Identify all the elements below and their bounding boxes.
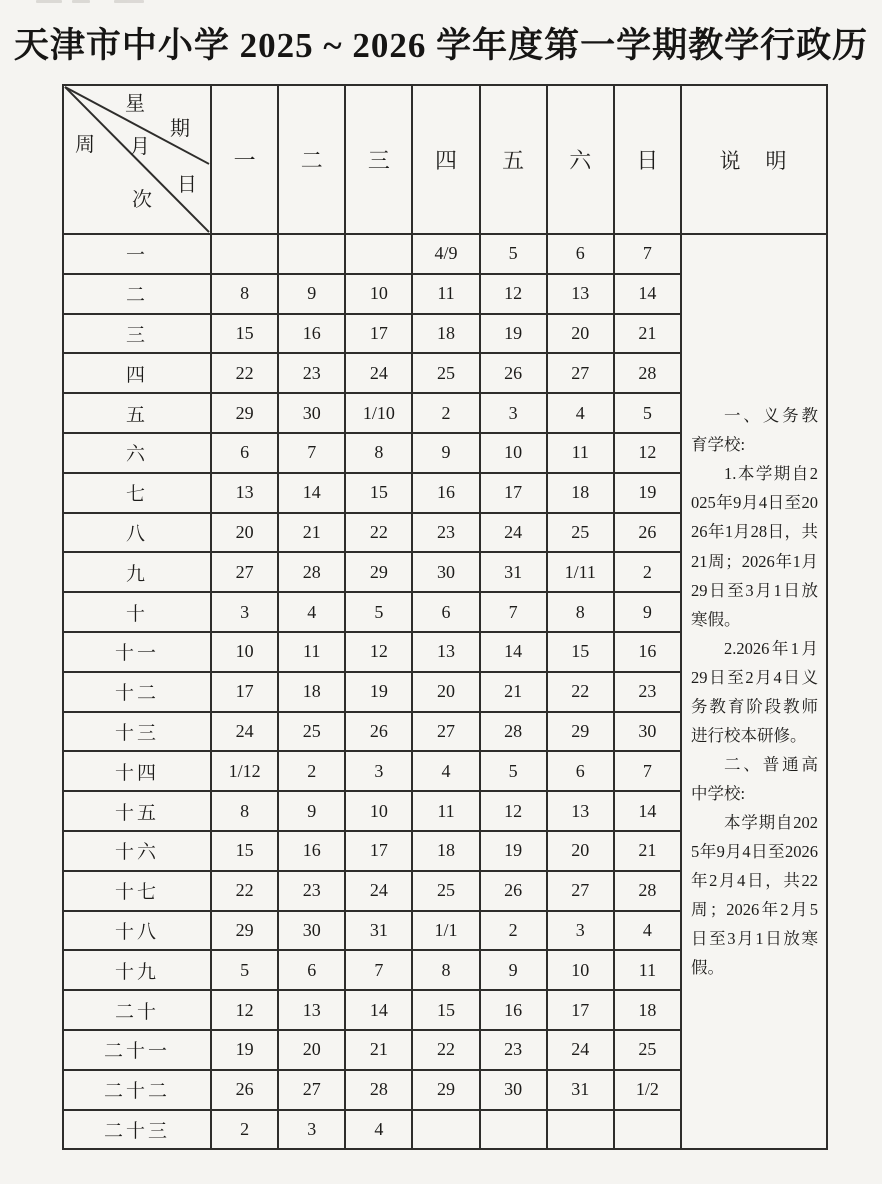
weekday-header: 五 — [480, 85, 547, 234]
calendar-row — [63, 234, 827, 274]
date-cell: 1/11 — [547, 552, 614, 592]
date-cell — [614, 1110, 681, 1150]
date-cell: 14 — [614, 274, 681, 314]
date-cell: 25 — [547, 513, 614, 553]
corner-cell — [63, 85, 211, 234]
date-cell: 2 — [480, 911, 547, 951]
date-cell: 27 — [211, 552, 278, 592]
date-cell: 8 — [345, 433, 412, 473]
date-cell: 27 — [412, 712, 479, 752]
week-number-cell: 十五 — [63, 791, 211, 831]
date-cell: 4 — [278, 592, 345, 632]
weekday-header: 二 — [278, 85, 345, 234]
date-cell: 21 — [480, 672, 547, 712]
corner-label-monthday: 日 — [177, 174, 197, 196]
corner-label-week-no: 次 — [132, 189, 152, 211]
date-cell: 9 — [278, 274, 345, 314]
date-cell: 17 — [480, 473, 547, 513]
week-number-cell: 十九 — [63, 950, 211, 990]
date-cell: 26 — [345, 712, 412, 752]
week-number-cell: 三 — [63, 314, 211, 354]
corner-label-weekday: 期 — [170, 118, 190, 140]
notes-header: 说 明 — [681, 85, 827, 234]
week-number-cell: 二十三 — [63, 1110, 211, 1150]
date-cell: 15 — [345, 473, 412, 513]
date-cell: 22 — [547, 672, 614, 712]
date-cell: 17 — [211, 672, 278, 712]
date-cell: 12 — [480, 274, 547, 314]
date-cell: 12 — [345, 632, 412, 672]
smudge-mark — [114, 0, 144, 3]
date-cell: 20 — [547, 831, 614, 871]
date-cell: 10 — [547, 950, 614, 990]
date-cell — [211, 234, 278, 274]
corner-label-week-no: 周 — [75, 134, 95, 156]
weekday-header: 三 — [345, 85, 412, 234]
date-cell: 7 — [614, 751, 681, 791]
date-cell: 7 — [614, 234, 681, 274]
date-cell: 9 — [480, 950, 547, 990]
week-number-cell: 二十一 — [63, 1030, 211, 1070]
weekday-header: 六 — [547, 85, 614, 234]
date-cell: 30 — [412, 552, 479, 592]
date-cell: 12 — [480, 791, 547, 831]
week-number-cell: 十四 — [63, 751, 211, 791]
week-number-cell: 十 — [63, 592, 211, 632]
date-cell: 3 — [547, 911, 614, 951]
date-cell: 8 — [211, 791, 278, 831]
date-cell: 11 — [614, 950, 681, 990]
notes-paragraph: 二、普通高中学校: — [691, 754, 818, 803]
date-cell: 13 — [278, 990, 345, 1030]
date-cell: 29 — [211, 393, 278, 433]
date-cell: 2 — [614, 552, 681, 592]
week-number-cell: 十七 — [63, 871, 211, 911]
week-number-cell: 十八 — [63, 911, 211, 951]
date-cell: 23 — [278, 871, 345, 911]
date-cell: 16 — [614, 632, 681, 672]
page-title: 天津市中小学 2025 ~ 2026 学年度第一学期教学行政历 — [13, 26, 869, 65]
date-cell: 30 — [278, 911, 345, 951]
weekday-header: 日 — [614, 85, 681, 234]
date-cell: 3 — [211, 592, 278, 632]
date-cell — [480, 1110, 547, 1150]
week-number-cell: 四 — [63, 353, 211, 393]
date-cell: 9 — [412, 433, 479, 473]
notes-paragraph: 2.2026年1月29日至2月4日义务教育阶段教师进行校本研修。 — [691, 638, 818, 745]
week-number-cell: 六 — [63, 433, 211, 473]
date-cell: 11 — [278, 632, 345, 672]
date-cell: 23 — [412, 513, 479, 553]
date-cell: 20 — [211, 513, 278, 553]
weekday-header: 一 — [211, 85, 278, 234]
date-cell: 30 — [480, 1070, 547, 1110]
date-cell: 18 — [547, 473, 614, 513]
week-number-cell: 二 — [63, 274, 211, 314]
date-cell: 5 — [614, 393, 681, 433]
date-cell: 30 — [278, 393, 345, 433]
week-number-cell: 八 — [63, 513, 211, 553]
date-cell: 10 — [345, 274, 412, 314]
date-cell: 19 — [480, 831, 547, 871]
date-cell: 23 — [278, 353, 345, 393]
date-cell: 21 — [614, 314, 681, 354]
date-cell: 19 — [480, 314, 547, 354]
date-cell: 6 — [412, 592, 479, 632]
date-cell: 2 — [278, 751, 345, 791]
date-cell: 25 — [614, 1030, 681, 1070]
date-cell: 31 — [547, 1070, 614, 1110]
date-cell: 1/10 — [345, 393, 412, 433]
date-cell: 6 — [547, 234, 614, 274]
date-cell: 10 — [211, 632, 278, 672]
date-cell: 5 — [480, 234, 547, 274]
date-cell: 13 — [547, 791, 614, 831]
date-cell: 26 — [480, 353, 547, 393]
date-cell: 31 — [480, 552, 547, 592]
date-cell: 28 — [614, 353, 681, 393]
date-cell: 18 — [278, 672, 345, 712]
date-cell: 22 — [345, 513, 412, 553]
date-cell: 19 — [614, 473, 681, 513]
date-cell: 24 — [345, 353, 412, 393]
calendar-body — [63, 234, 827, 1149]
date-cell: 24 — [480, 513, 547, 553]
date-cell: 11 — [412, 274, 479, 314]
date-cell: 17 — [345, 314, 412, 354]
date-cell: 3 — [278, 1110, 345, 1150]
date-cell: 1/1 — [412, 911, 479, 951]
week-number-cell: 一 — [63, 234, 211, 274]
date-cell: 16 — [412, 473, 479, 513]
date-cell: 4 — [547, 393, 614, 433]
notes-paragraph: 1.本学期自2025年9月4日至2026年1月28日，共21周；2026年1月29日至3月1日放寒假。 — [691, 464, 818, 629]
week-number-cell: 十三 — [63, 712, 211, 752]
date-cell: 9 — [278, 791, 345, 831]
date-cell: 18 — [412, 314, 479, 354]
date-cell: 5 — [211, 950, 278, 990]
date-cell: 24 — [211, 712, 278, 752]
header-row — [63, 85, 827, 234]
notes-cell — [681, 234, 827, 1149]
date-cell: 21 — [614, 831, 681, 871]
date-cell — [345, 234, 412, 274]
date-cell: 25 — [278, 712, 345, 752]
date-cell: 21 — [278, 513, 345, 553]
date-cell: 13 — [412, 632, 479, 672]
date-cell: 11 — [547, 433, 614, 473]
date-cell — [412, 1110, 479, 1150]
date-cell: 18 — [412, 831, 479, 871]
date-cell: 21 — [345, 1030, 412, 1070]
date-cell: 14 — [278, 473, 345, 513]
date-cell: 3 — [480, 393, 547, 433]
date-cell: 18 — [614, 990, 681, 1030]
date-cell: 4/9 — [412, 234, 479, 274]
date-cell: 25 — [412, 871, 479, 911]
date-cell — [547, 1110, 614, 1150]
date-cell: 7 — [278, 433, 345, 473]
date-cell: 20 — [547, 314, 614, 354]
cropped-text-fragment — [36, 0, 176, 6]
date-cell: 1/2 — [614, 1070, 681, 1110]
corner-label-weekday: 星 — [125, 93, 145, 115]
date-cell: 16 — [278, 314, 345, 354]
date-cell: 22 — [211, 353, 278, 393]
date-cell: 20 — [412, 672, 479, 712]
date-cell: 22 — [412, 1030, 479, 1070]
date-cell — [278, 234, 345, 274]
date-cell: 27 — [278, 1070, 345, 1110]
date-cell: 28 — [614, 871, 681, 911]
date-cell: 29 — [412, 1070, 479, 1110]
date-cell: 26 — [480, 871, 547, 911]
date-cell: 14 — [345, 990, 412, 1030]
date-cell: 29 — [547, 712, 614, 752]
date-cell: 30 — [614, 712, 681, 752]
notes-paragraph: 一、义务教育学校: — [691, 406, 818, 455]
date-cell: 10 — [480, 433, 547, 473]
date-cell: 12 — [211, 990, 278, 1030]
date-cell: 5 — [345, 592, 412, 632]
smudge-mark — [36, 0, 62, 3]
week-number-cell: 九 — [63, 552, 211, 592]
date-cell: 7 — [345, 950, 412, 990]
date-cell: 23 — [614, 672, 681, 712]
date-cell: 7 — [480, 592, 547, 632]
date-cell: 31 — [345, 911, 412, 951]
date-cell: 15 — [547, 632, 614, 672]
date-cell: 17 — [345, 831, 412, 871]
date-cell: 25 — [412, 353, 479, 393]
week-number-cell: 七 — [63, 473, 211, 513]
week-number-cell: 十一 — [63, 632, 211, 672]
date-cell: 4 — [345, 1110, 412, 1150]
date-cell: 3 — [345, 751, 412, 791]
date-cell: 8 — [547, 592, 614, 632]
date-cell: 15 — [211, 314, 278, 354]
date-cell: 4 — [614, 911, 681, 951]
date-cell: 2 — [211, 1110, 278, 1150]
date-cell: 6 — [278, 950, 345, 990]
date-cell: 12 — [614, 433, 681, 473]
smudge-mark — [72, 0, 90, 3]
corner-label-monthday: 月 — [130, 136, 150, 158]
date-cell: 19 — [211, 1030, 278, 1070]
date-cell: 24 — [345, 871, 412, 911]
date-cell: 17 — [547, 990, 614, 1030]
date-cell: 4 — [412, 751, 479, 791]
date-cell: 5 — [480, 751, 547, 791]
week-number-cell: 十二 — [63, 672, 211, 712]
date-cell: 29 — [345, 552, 412, 592]
date-cell: 19 — [345, 672, 412, 712]
date-cell: 14 — [480, 632, 547, 672]
date-cell: 14 — [614, 791, 681, 831]
date-cell: 26 — [211, 1070, 278, 1110]
date-cell: 24 — [547, 1030, 614, 1070]
date-cell: 28 — [480, 712, 547, 752]
date-cell: 16 — [278, 831, 345, 871]
week-number-cell: 十六 — [63, 831, 211, 871]
date-cell: 27 — [547, 353, 614, 393]
date-cell: 6 — [211, 433, 278, 473]
date-cell: 13 — [211, 473, 278, 513]
date-cell: 23 — [480, 1030, 547, 1070]
notes-paragraph: 本学期自2025年9月4日至2026年2月4日，共22周；2026年2月5日至3月1日放寒假。 — [691, 812, 818, 977]
date-cell: 9 — [614, 592, 681, 632]
date-cell: 16 — [480, 990, 547, 1030]
date-cell: 13 — [547, 274, 614, 314]
date-cell: 2 — [412, 393, 479, 433]
date-cell: 10 — [345, 791, 412, 831]
weekday-header: 四 — [412, 85, 479, 234]
date-cell: 26 — [614, 513, 681, 553]
date-cell: 28 — [345, 1070, 412, 1110]
date-cell: 15 — [412, 990, 479, 1030]
week-number-cell: 五 — [63, 393, 211, 433]
date-cell: 22 — [211, 871, 278, 911]
date-cell: 11 — [412, 791, 479, 831]
week-number-cell: 二十二 — [63, 1070, 211, 1110]
date-cell: 29 — [211, 911, 278, 951]
date-cell: 6 — [547, 751, 614, 791]
calendar-table — [62, 84, 828, 1150]
date-cell: 20 — [278, 1030, 345, 1070]
date-cell: 15 — [211, 831, 278, 871]
week-number-cell: 二十 — [63, 990, 211, 1030]
date-cell: 28 — [278, 552, 345, 592]
date-cell: 8 — [412, 950, 479, 990]
date-cell: 1/12 — [211, 751, 278, 791]
date-cell: 27 — [547, 871, 614, 911]
date-cell: 8 — [211, 274, 278, 314]
